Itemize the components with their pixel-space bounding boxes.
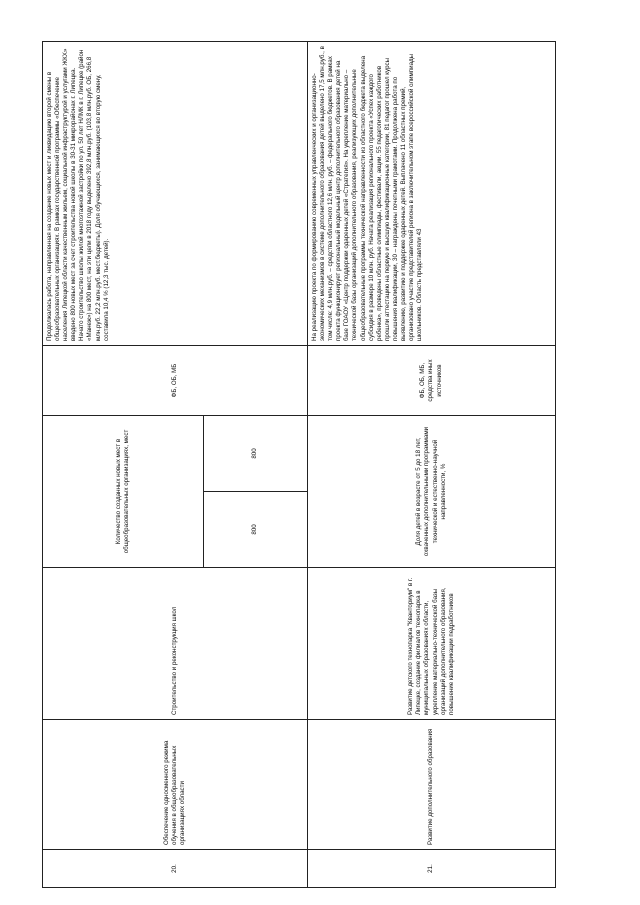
result-cell: Продолжалась работа, направленная на создание новых мест и ликвидацию второй смены в общеобразовательных организациях. В рамках государственной программы «Обеспечение населения Липецкой области качественным жильем, социальной инфраструктурой и услугами ЖКХ» введено 800 новых мест за счет строительства новой школы в 30-31 микрорайонах г. Липецка. Начато строительство школы жилой многоэтажной застройки по ул. 50 лет НЛМК в г. Липецке (район «Манеж») на 800 мест, на эти цели в 2018 году выделено 392,8 млн.руб. (103,8 млн.руб. ОБ, 266,8 млн.руб. 22,2 млн.руб. мест.бюджеты). Доля обучающихся, занимающихся во вторую смену, составила 10,4 % (12,3 тыс. детей).: [43, 42, 308, 346]
table-row: [308, 42, 556, 888]
indicator-cell: Доля детей в возрасте от 5 до 18 лет, охваченных дополнительными программами технической и естественно-научной направленности, %: [308, 416, 556, 568]
funding-source-cell: ФБ, ОБ, МБ, средства иных источников: [308, 346, 556, 416]
funding-source-cell: ФБ, ОБ, МБ: [43, 346, 308, 416]
row-number: 20.: [43, 850, 308, 888]
task-cell: Обеспечение односменного режима обучения в общеобразовательных организациях области: [43, 720, 308, 850]
indicator-cell: [43, 416, 308, 568]
activity-cell: Развитие детского технопарка "Кванториум" в г. Липецке, создание филиалов технопарка в муниципальных образованиях области, укрепление материально-технической базы организаций дополнительного образования, повышение квалификации педработников: [308, 568, 556, 720]
indicator-label: Количество созданных новых мест в общеобразовательных организациях, мест: [114, 429, 130, 554]
table-row: [43, 42, 308, 888]
rotated-table-wrapper: [42, 42, 554, 888]
indicator-fact-value: 800: [203, 416, 307, 492]
activity-cell: Строительство и реконструкция школ: [43, 568, 308, 720]
indicator-plan-value: 800: [203, 492, 307, 568]
result-cell: На реализацию проекта по формированию современных управленческих и организационно-экономических механизмов в системе дополнительного образования детей выделено 17,5 млн.руб., в том числе: 4,9 млн.руб. – средства областного 12,6 млн. руб. – федерального бюджетов. В рамках проекта функционирует региональный модельный центр дополнительного образования детей на базе ГОАОУ «Центр поддержки одаренных детей «Стратегия». На укрепление материально – технической базы организаций дополнительного образования, реализующих дополнительные общеобразовательные программы технической направленности из областного бюджета выделена субсидия в размере 10 млн. руб. Начата реализация регионального проекта «Успех каждого ребенка», проведены областные олимпиады, фестивали, акции. 55 педагогических работников прошли аттестацию на первую и высшую квалификационные категории, 81 педагог прошел курсы повышения квалификации, 30 – награждены почетными грамотами. Продолжена работа по выявлению, развитию и поддержке одаренных детей. Выплачено 11 областных премий, организовано участие представителей региона в заключительном этапе всероссийской олимпиады школьников. Область представляли 43: [308, 42, 556, 346]
program-table: [42, 41, 556, 888]
row-number: 21.: [308, 850, 556, 888]
task-cell: Развитие дополнительного образования: [308, 720, 556, 850]
indicator-subtable: [43, 416, 307, 567]
